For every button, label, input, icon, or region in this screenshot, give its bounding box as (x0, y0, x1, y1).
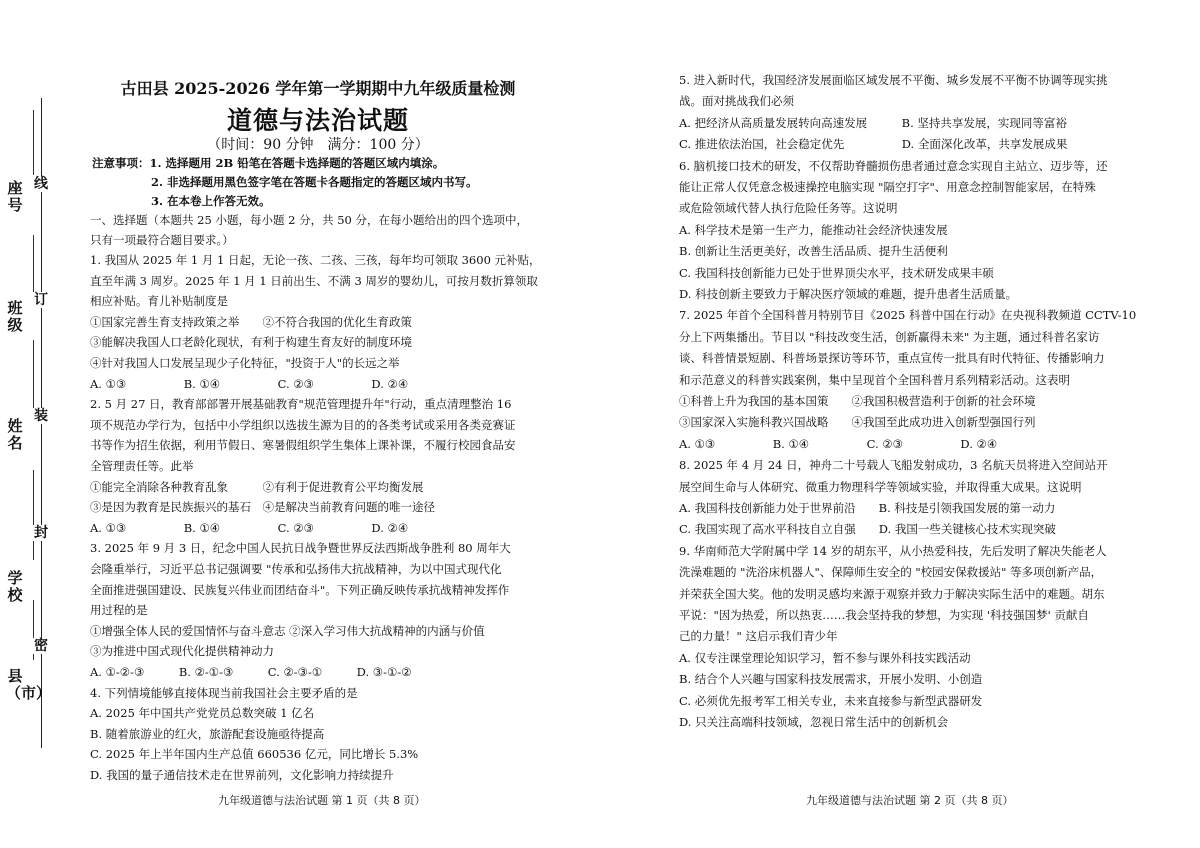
question-line: ①能完全消除各种教育乱象 ②有利于促进教育公平均衡发展 (90, 479, 424, 494)
question-line: A. ①③ B. ①④ C. ②③ D. ②④ (90, 520, 409, 535)
question-line: 项不规范办学行为，包括中小学组织以选拔生源为目的的各类考试或采用各类竞赛证 (90, 417, 516, 432)
page-footer-right: 九年级道德与法治试题 第 2 页（共 8 页） (806, 794, 1014, 807)
question-line: 全面推进强国建设、民族复兴伟业而团结奋斗"。下列正确反映传承抗战精神发挥作 (90, 582, 510, 597)
question-line: 2. 5 月 27 日，教育部部署开展基础教育"规范管理提升年"行动，重点清理整治 16 (90, 397, 512, 412)
question-line: 和示范意义的科普实践案例，集中呈现首个全国科普月系列精彩活动。这表明 (679, 372, 1070, 387)
binding-mark-line: 线 (34, 176, 48, 192)
question-line: A. 科学技术是第一生产力，能推动社会经济快速发展 (679, 222, 948, 237)
question-line: 1. 我国从 2025 年 1 月 1 日起，无论一孩、二孩、三孩，每年均可领取 3600 元补贴， (90, 253, 541, 267)
question-line: 6. 脑机接口技术的研发，不仅帮助脊髓损伤患者通过意念实现自主站立、迈步等，还 (679, 158, 1108, 173)
question-line: 并荣获全国大奖。他的发明灵感均来源于观察并致力于解决实际生活中的难题。胡东 (679, 586, 1105, 601)
name-blank[interactable] (33, 340, 35, 410)
notes-line: 3. 在本卷上作答无效。 (151, 194, 271, 208)
question-line: 书等作为招生依据，利用节假日、寒暑假组织学生集体上课补课，不履行校园食品安 (90, 438, 516, 453)
binding-mark-bind: 装 (34, 408, 48, 424)
question-line: D. 我国的量子通信技术走在世界前列，文化影响力持续提升 (90, 768, 394, 782)
class-label: 班级 (7, 299, 23, 334)
binding-margin (0, 0, 72, 848)
exam-title-line1: 古田县 2025-2026 学年第一学期期中九年级质量检测 (120, 79, 516, 98)
section-heading: 只有一项最符合题目要求。） (90, 233, 234, 247)
question-line: 谈、科普情景短剧、科普场景探访等环节，重点宣传一批具有时代特征、传播影响力 (679, 351, 1105, 366)
question-line: 3. 2025 年 9 月 3 日，纪念中国人民抗日战争暨世界反法西斯战争胜利 80 周年大 (90, 541, 511, 556)
question-line: ①国家完善生育支持政策之举 ②不符合我国的优化生育政策 (90, 314, 412, 329)
question-line: ③国家深入实施科教兴国战略 ④我国至此成功进入创新型强国行列 (679, 415, 1036, 430)
question-line: A. 把经济从高质量发展转向高速发展 B. 坚持共享发展，实现同等富裕 (679, 115, 1067, 130)
question-line: A. 仅专注课堂理论知识学习，暂不参与课外科技实践活动 (679, 650, 971, 665)
binding-mark-seal: 密 (34, 638, 48, 654)
exam-time-info: （时间：90 分钟 满分：100 分） (207, 137, 429, 153)
question-line: 4. 下列情境能够直接体现当前我国社会主要矛盾的是 (90, 685, 358, 700)
question-line: A. ①③ B. ①④ C. ②③ D. ②④ (90, 376, 409, 391)
question-line: ③能解决我国人口老龄化现状，有利于构建生育友好的制度环境 (90, 335, 412, 350)
question-line: 全管理责任等。此举 (90, 459, 194, 473)
question-line: 用过程的是 (90, 603, 148, 618)
question-line: 战。面对挑战我们必须 (679, 94, 794, 109)
name-label: 姓名 (7, 417, 23, 452)
question-line: ①增强全体人民的爱国情怀与奋斗意志 ②深入学习伟大抗战精神的内涵与价值 (90, 623, 485, 638)
question-line: A. 2025 年中国共产党党员总数突破 1 亿名 (90, 706, 315, 721)
class-blank[interactable] (33, 235, 35, 295)
school-blank[interactable] (33, 470, 35, 560)
question-line: 展空间生命与人体研究、微重力物理科学等领域实验，并取得重大成果。这说明 (679, 479, 1082, 494)
question-line: 或危险领域代替人执行危险任务等。这说明 (679, 201, 898, 216)
question-line: C. 推进依法治国，社会稳定优先 D. 全面深化改革，共享发展成果 (679, 137, 1068, 152)
question-line: 相应补贴。育儿补贴制度是 (90, 294, 228, 309)
notes-line: 2. 非选择题用黑色签字笔在答题卡各题指定的答题区域内书写。 (151, 175, 478, 189)
question-line: D. 只关注高端科技领域，忽视日常生活中的创新机会 (679, 715, 949, 729)
question-line: A. 我国科技创新能力处于世界前沿 B. 科技是引领我国发展的第一动力 (679, 501, 1056, 515)
question-line: 能让正常人仅凭意念极速操控电脑实现 "隔空打字"、用意念控制智能家居，在特殊 (679, 180, 1096, 194)
question-line: 己的力量！" 这启示我们青少年 (679, 629, 838, 644)
question-line: 平说："因为热爱，所以热衷……我会坚持我的梦想，为实现 '科技强国梦' 贡献自 (679, 608, 1089, 622)
seat-label: 座号 (7, 179, 23, 214)
question-line: B. 随着旅游业的红火，旅游配套设施亟待提高 (90, 726, 325, 741)
question-line: 9. 华南师范大学附属中学 14 岁的胡东平，从小热爱科技，先后发明了解决失能老人 (679, 543, 1107, 558)
question-line: 5. 进入新时代，我国经济发展面临区域发展不平衡、城乡发展不平衡不协调等现实挑 (679, 73, 1108, 87)
question-line: C. 我国实现了高水平科技自立自强 D. 我国一些关键核心技术实现突破 (679, 522, 1056, 537)
question-line: A. ①-②-③ B. ②-①-③ C. ②-③-① D. ③-①-② (90, 665, 412, 679)
county-label: 县（市） (6, 667, 52, 702)
question-line: C. 2025 年上半年国内生产总值 660536 亿元，同比增长 5.3% (90, 747, 419, 762)
question-line: B. 结合个人兴趣与国家科技发展需求，开展小发明、小创造 (679, 672, 983, 687)
question-line: ③为推进中国式现代化提供精神动力 (90, 644, 274, 659)
binding-mark-seal: 封 (34, 525, 48, 541)
notes-line: 注意事项：1. 选择题用 2B 铅笔在答题卡选择题的答题区域内填涂。 (92, 156, 445, 170)
section-heading: 一、选择题（本题共 25 小题，每小题 2 分，共 50 分，在每小题给出的四个选项中， (90, 213, 529, 227)
question-line: C. 我国科技创新能力已处于世界顶尖水平，技术研发成果丰硕 (679, 265, 994, 280)
question-line: ④针对我国人口发展呈现少子化特征，"投资于人"的长远之举 (90, 356, 400, 370)
binding-mark-order: 订 (34, 292, 48, 308)
question-line: ③是因为教育是民族振兴的基石 ④是解决当前教育问题的唯一途径 (90, 500, 435, 515)
seat-blank[interactable] (33, 110, 35, 175)
question-line: 分上下两集播出。节目以 "科技改变生活，创新赢得未来" 为主题，通过科普名家访 (679, 329, 1100, 344)
question-line: 会隆重举行，习近平总书记强调要 "传承和弘扬伟大抗战精神，为以中国式现代化 (90, 562, 502, 576)
school-label: 学校 (7, 569, 23, 604)
question-line: A. ①③ B. ①④ C. ②③ D. ②④ (679, 436, 998, 451)
question-line: 洗澡难题的 "洗浴床机器人"、保障师生安全的 "校园安保救援站" 等多项创新产品， (679, 565, 1103, 580)
question-line: C. 必须优先报考军工相关专业，未来直接参与新型武器研发 (679, 693, 983, 708)
question-line: ①科普上升为我国的基本国策 ②我国积极营造利于创新的社会环境 (679, 394, 1036, 408)
exam-title-subject: 道德与法治试题 (226, 106, 409, 135)
question-line: 8. 2025 年 4 月 24 日，神舟二十号载人飞船发射成功，3 名航天员将进入空间站开 (679, 458, 1108, 473)
page-footer-left: 九年级道德与法治试题 第 1 页（共 8 页） (218, 794, 426, 807)
question-line: 直至年满 3 周岁。2025 年 1 月 1 日前出生、不满 3 周岁的婴幼儿，可按月数折算领取 (90, 273, 538, 288)
question-line: 7. 2025 年首个全国科普月特别节目《2025 科普中国在行动》在央视科教频道 CCTV-10 (679, 308, 1137, 323)
question-line: B. 创新让生活更美好，改善生活品质、提升生活便利 (679, 244, 948, 259)
question-line: D. 科技创新主要致力于解决医疗领域的难题，提升患者生活质量。 (679, 287, 1018, 301)
